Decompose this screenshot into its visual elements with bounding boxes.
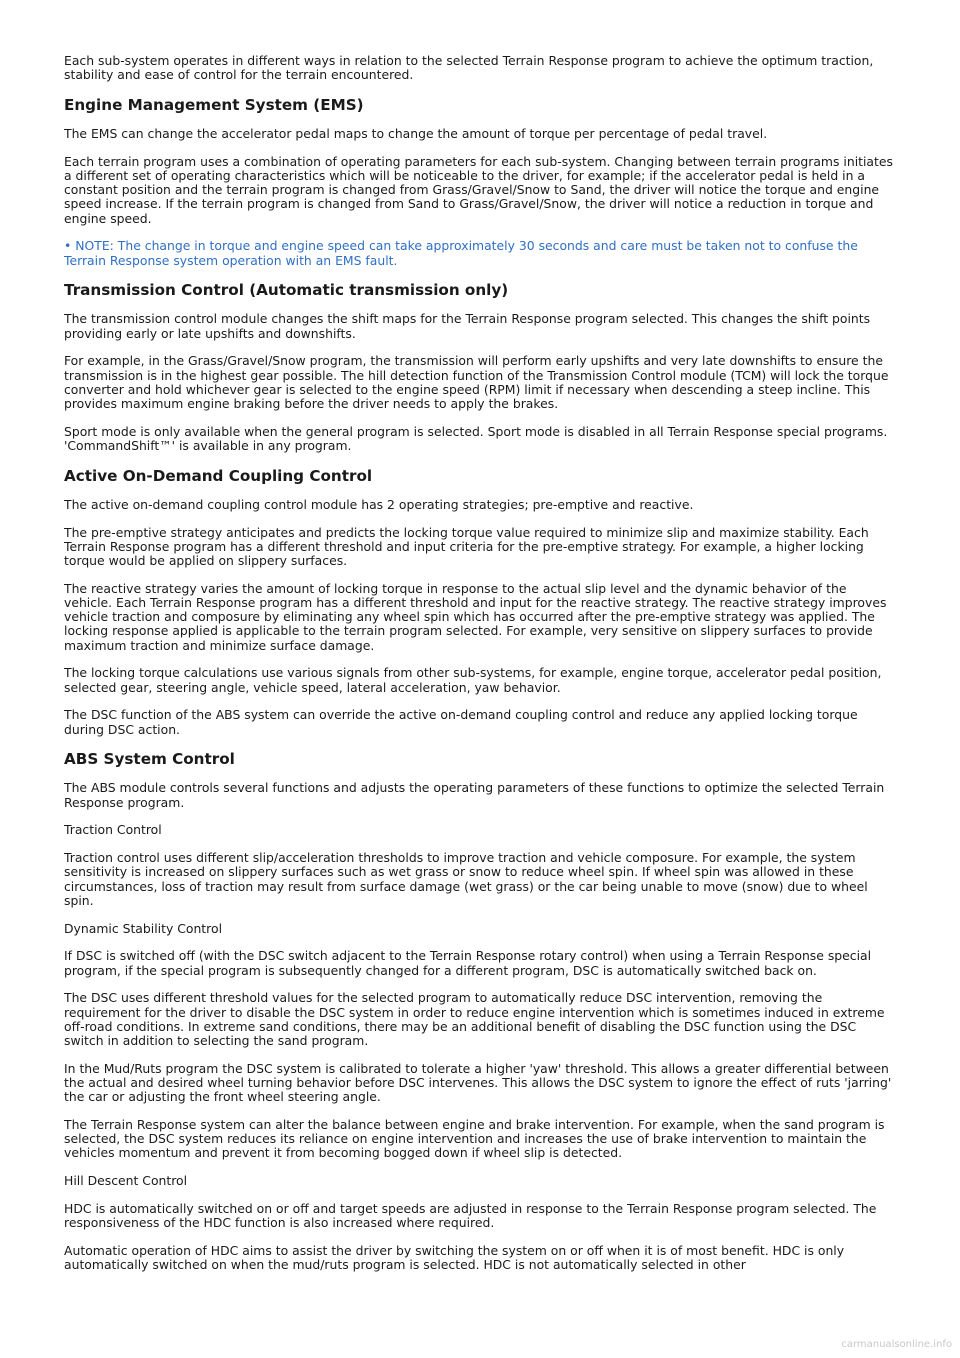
paragraph: Each sub-system operates in different ways in relation to the selected Terrain Response program to achieve the optimum traction, stability and ease of control for the terrain encountered. — [64, 53, 874, 83]
section-heading: Engine Management System (EMS) — [64, 96, 364, 114]
section-heading: Active On-Demand Coupling Control — [64, 466, 373, 485]
paragraph: The ABS module controls several functions and adjusts the operating parameters of these functions to optimize the selected Terrain Response program. — [64, 780, 885, 810]
paragraph: The active on-demand coupling control module has 2 operating strategies; pre-emptive and reactive. — [64, 496, 694, 512]
paragraph: HDC is automatically switched on or off and target speeds are adjusted in response to the Terrain Response program selected. The responsiveness of the HDC function is also increased where required. — [64, 1201, 877, 1231]
section-heading: Transmission Control (Automatic transmission only) — [64, 281, 509, 300]
paragraph: For example, in the Grass/Gravel/Snow program, the transmission will perform early upshifts and very late downshifts to ensure the transmission is in the highest gear possible. The hill detection function of the Transmission Control module (TCM) will lock the torque converter and hold whichever gear is selected to the engine speed (RPM) limit if necessary when descending a steep incline. This provides maximum engine braking before the driver needs to apply the brakes. — [64, 353, 889, 412]
paragraph: The DSC function of the ABS system can override the active on-demand coupling control and reduce any applied locking torque during DSC action. — [64, 707, 858, 737]
note-paragraph: • NOTE: The change in torque and engine speed can take approximately 30 seconds and care must be taken not to confuse the Terrain Response system operation with an EMS fault. — [64, 238, 858, 268]
paragraph: The pre-emptive strategy anticipates and predicts the locking torque value required to minimize slip and maximize stability. Each Terrain Response program has a different threshold and input criteria for the pre-emptive strategy. For example, a higher locking torque would be applied on slippery surfaces. — [64, 524, 869, 569]
paragraph: Traction control uses different slip/acceleration thresholds to improve traction and vehicle composure. For example, the system sensitivity is increased on slippery surfaces such as wet grass or snow to reduce wheel spin. If wheel spin was allowed in these circumstances, loss of traction may result from surface damage (wet grass) or the car being unable to move (snow) due to wheel spin. — [64, 850, 868, 908]
paragraph: In the Mud/Ruts program the DSC system is calibrated to tolerate a higher 'yaw' threshold. This allows a greater differential between the actual and desired wheel turning behavior before DSC intervenes. This allows the DSC system to ignore the effect of ruts 'jarring' the car or adjusting the front wheel steering angle. — [64, 1060, 892, 1105]
paragraph: The Terrain Response system can alter the balance between engine and brake intervention. For example, when the sand program is selected, the DSC system reduces its reliance on engine intervention and increases the use of brake intervention to maintain the vehicles momentum and prevent it from becoming bogged down if wheel slip is detected. — [64, 1117, 885, 1161]
paragraph: Hill Descent Control — [64, 1173, 188, 1189]
paragraph: Dynamic Stability Control — [64, 920, 223, 936]
paragraph: If DSC is switched off (with the DSC switch adjacent to the Terrain Response rotary control) when using a Terrain Response special program, if the special program is subsequently changed for a different program, DSC is automatically switched back on. — [64, 948, 872, 978]
paragraph: The DSC uses different threshold values for the selected program to automatically reduce DSC intervention, removing the requirement for the driver to disable the DSC system in order to reduce engine intervention which is sometimes induced in extreme off-road conditions. In extreme sand conditions, there may be an additional benefit of disabling the DSC function using the DSC switch in addition to selecting the sand program. — [64, 990, 885, 1049]
watermark: carmanualsonline.info — [841, 1339, 952, 1350]
paragraph: Each terrain program uses a combination of operating parameters for each sub-system. Changing between terrain programs initiates a different set of operating characteristics which will be noticeable to the driver, for example; if the accelerator pedal is held in a constant position and the terrain program is changed from Grass/Gravel/Snow to Sand, the driver will notice the torque and engine speed increase. If the terrain program is changed from Sand to Grass/Gravel/Snow, the driver will notice a reduction in torque and engine speed. — [64, 153, 893, 226]
paragraph: Automatic operation of HDC aims to assist the driver by switching the system on or off when it is of most benefit. HDC is only automatically switched on when the mud/ruts program is selected. HDC is not automatically selected in other — [64, 1243, 845, 1273]
paragraph: The reactive strategy varies the amount of locking torque in response to the actual slip level and the dynamic behavior of the vehicle. Each Terrain Response program has a different threshold and input for the reactive strategy. The reactive strategy improves vehicle traction and composure by eliminating any wheel spin which has occurred after the pre-emptive strategy was applied. The locking response applied is applicable to the terrain program selected. For example, very sensitive on slippery surfaces to provide maximum traction and minimize surface damage. — [64, 580, 887, 653]
document-body — [64, 54, 896, 1272]
paragraph: Sport mode is only available when the general program is selected. Sport mode is disabled in all Terrain Response special programs. 'CommandShift™' is available in any program. — [64, 423, 888, 454]
section-heading: ABS System Control — [64, 750, 235, 769]
paragraph: The locking torque calculations use various signals from other sub-systems, for example, engine torque, accelerator pedal position, selected gear, steering angle, vehicle speed, lateral acceleration, yaw behavior. — [64, 665, 882, 695]
paragraph: The EMS can change the accelerator pedal maps to change the amount of torque per percentage of pedal travel. — [64, 126, 768, 141]
paragraph: The transmission control module changes the shift maps for the Terrain Response program selected. This changes the shift points providing early or late upshifts and downshifts. — [64, 311, 871, 341]
paragraph: Traction Control — [64, 822, 162, 838]
